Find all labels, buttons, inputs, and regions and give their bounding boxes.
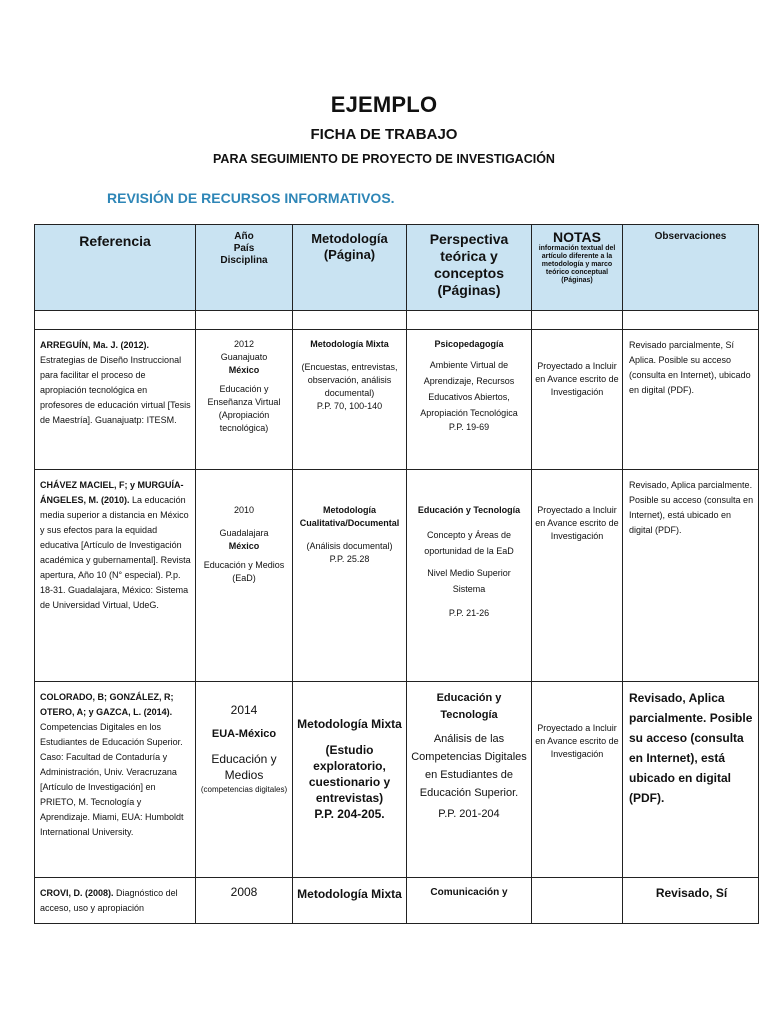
- spacer-cell: [623, 311, 759, 330]
- reference-cell: [35, 878, 196, 924]
- reference-authors: ARREGUÍN, Ma. J. (2012).: [40, 340, 150, 350]
- perspective-pages: P.P. 201-204: [438, 808, 500, 820]
- table-row: [35, 330, 759, 470]
- year: 2012: [233, 339, 255, 349]
- header-metodologia: [293, 225, 407, 311]
- header-persp-line1: Perspectiva: [429, 231, 509, 247]
- spacer-cell: [293, 311, 407, 330]
- discipline: Educación y Medios: [211, 752, 277, 782]
- spacer-row: [35, 311, 759, 330]
- perspective-title: Educación y Tecnología: [417, 505, 521, 515]
- observations-cell: Revisado, Aplica parcialmente. Posible su acceso (consulta en Internet), está ubicado en digital (PDF).: [623, 470, 759, 682]
- research-table: [34, 224, 759, 924]
- table-row: [35, 682, 759, 878]
- header-notas: [532, 225, 623, 311]
- perspective-cell: [407, 682, 532, 878]
- header-persp-line3: conceptos: [433, 265, 504, 281]
- header-notas-desc: información textual del artículo diferente a la metodología y marco teórico conceptual (Páginas): [538, 245, 616, 284]
- methodology-cell: [293, 330, 407, 470]
- perspective-text: Análisis de las Competencias Digitales en Estudiantes de Educación Superior.: [411, 733, 527, 799]
- observations-cell: Revisado parcialmente, Sí Aplica. Posible su acceso (consulta en Internet), ubicado en digital (PDF).: [623, 330, 759, 470]
- spacer-cell: [35, 311, 196, 330]
- table-row: [35, 878, 759, 924]
- methodology-pages: P.P. 204-205.: [314, 807, 385, 821]
- discipline: Educación y Medios (EaD): [203, 560, 285, 583]
- document-subtitle: FICHA DE TRABAJO: [310, 126, 458, 143]
- notes-cell: Proyectado a Incluir en Avance escrito de Investigación: [532, 682, 623, 878]
- year-country-cell: [196, 330, 293, 470]
- perspective-title: Psicopedagogía: [434, 339, 504, 349]
- header-anio-pais: [196, 225, 293, 311]
- document-title: EJEMPLO: [330, 92, 438, 117]
- header-perspectiva: [407, 225, 532, 311]
- table-header-row: [35, 225, 759, 311]
- header-pais: País: [233, 243, 255, 254]
- spacer-cell: [196, 311, 293, 330]
- spacer-cell: [407, 311, 532, 330]
- country: México: [228, 365, 260, 375]
- place: Guanajuato: [220, 352, 268, 362]
- header-disciplina: Disciplina: [220, 255, 268, 266]
- methodology: Metodología Mixta: [310, 339, 389, 349]
- notes-cell: Proyectado a Incluir en Avance escrito de Investigación: [532, 470, 623, 682]
- reference-authors: COLORADO, B; GONZÁLEZ, R; OTERO, A; y GAZCA, L. (2014).: [40, 692, 174, 717]
- methodology: Metodología Mixta: [297, 887, 402, 901]
- country: México: [228, 541, 260, 551]
- year-country-cell: [196, 682, 293, 878]
- reference-cell: [35, 470, 196, 682]
- perspective-title: Educación y Tecnología: [436, 692, 502, 721]
- header-anio: Año: [234, 231, 254, 242]
- methodology: Metodología Mixta: [297, 717, 402, 731]
- observations-cell: Revisado, Aplica parcialmente. Posible su acceso (consulta en Internet), está ubicado en digital (PDF).: [623, 682, 759, 878]
- place: Guadalajara: [219, 528, 269, 538]
- methodology-cell: [293, 878, 407, 924]
- perspective-text: Concepto y Áreas de oportunidad de la EaD: [424, 530, 514, 556]
- methodology-detail: (Encuestas, entrevistas, observación, análisis documental): [301, 362, 398, 398]
- reference-authors: CHÁVEZ MACIEL, F; y MURGUÍA-ÁNGELES, M. (2010).: [40, 480, 184, 505]
- section-heading: REVISIÓN DE RECURSOS INFORMATIVOS.: [107, 190, 395, 206]
- year: 2010: [233, 505, 255, 515]
- notes-cell: [532, 878, 623, 924]
- observations-cell: Revisado, Sí: [623, 878, 759, 924]
- perspective-title: Comunicación y: [430, 887, 508, 898]
- methodology: Metodología Cualitativa/Documental: [299, 505, 400, 528]
- year: 2008: [230, 885, 258, 899]
- perspective-cell: [407, 878, 532, 924]
- methodology-cell: [293, 682, 407, 878]
- perspective-cell: [407, 330, 532, 470]
- reference-text: La educación media superior a distancia en México y sus efectos para la equidad educativa [Artículo de Investigación académica y gubernamental]. Revista apertura, Año 10 (N° especial). P.p. 18-31. Guadalajara, México: Sistema de Universidad Virtual, UdeG.: [40, 495, 191, 610]
- perspective-pages: P.P. 21-26: [448, 608, 490, 618]
- spacer-cell: [532, 311, 623, 330]
- reference-cell: [35, 330, 196, 470]
- perspective-text-2: Nivel Medio Superior Sistema: [427, 568, 511, 594]
- discipline-detail: (competencias digitales): [200, 785, 288, 794]
- methodology-pages: P.P. 70, 100-140: [316, 401, 383, 411]
- perspective-pages: P.P. 19-69: [448, 422, 490, 432]
- reference-authors: CROVI, D. (2008).: [40, 888, 114, 898]
- year-country-cell: [196, 470, 293, 682]
- header-persp-line4: (Páginas): [437, 282, 501, 298]
- table-row: [35, 470, 759, 682]
- notes-cell: Proyectado a Incluir en Avance escrito de Investigación: [532, 330, 623, 470]
- discipline: Educación y Enseñanza Virtual (Apropiación tecnológica): [207, 384, 281, 433]
- country: EUA-México: [211, 728, 277, 740]
- header-pagina-label: (Página): [323, 247, 376, 262]
- methodology-detail: (Análisis documental): [306, 541, 393, 551]
- reference-text: Competencias Digitales en los Estudiantes de Educación Superior. Caso: Facultad de Contaduría y Administración, Univ. Veracruzana [Artículo de Investigación] en PRIETO, M. Tecnología y Aprendizaje. Miami, EUA: Humboldt International University.: [40, 722, 184, 837]
- document-subtitle-2: PARA SEGUIMIENTO DE PROYECTO DE INVESTIGACIÓN: [213, 152, 555, 166]
- header-metodologia-label: Metodología: [311, 231, 388, 246]
- header-observaciones: Observaciones: [623, 225, 759, 311]
- reference-cell: [35, 682, 196, 878]
- year-country-cell: [196, 878, 293, 924]
- reference-text: Estrategias de Diseño Instruccional para facilitar el proceso de apropiación tecnológica en profesores de educación virtual [Tesis de Maestría]. Guanajuatp: ITESM.: [40, 355, 191, 425]
- perspective-text: Ambiente Virtual de Aprendizaje, Recursos Educativos Abiertos, Apropiación Tecnológica: [420, 360, 518, 418]
- reference-text: Diagnóstico del acceso, uso y apropiación: [40, 888, 178, 913]
- perspective-cell: [407, 470, 532, 682]
- year: 2014: [230, 703, 258, 717]
- methodology-pages: P.P. 25.28: [329, 554, 370, 564]
- methodology-cell: [293, 470, 407, 682]
- methodology-detail: (Estudio exploratorio, cuestionario y entrevistas): [308, 743, 391, 805]
- header-persp-line2: teórica y: [440, 248, 498, 264]
- header-notas-label: NOTAS: [553, 229, 601, 245]
- header-referencia: Referencia: [35, 225, 196, 311]
